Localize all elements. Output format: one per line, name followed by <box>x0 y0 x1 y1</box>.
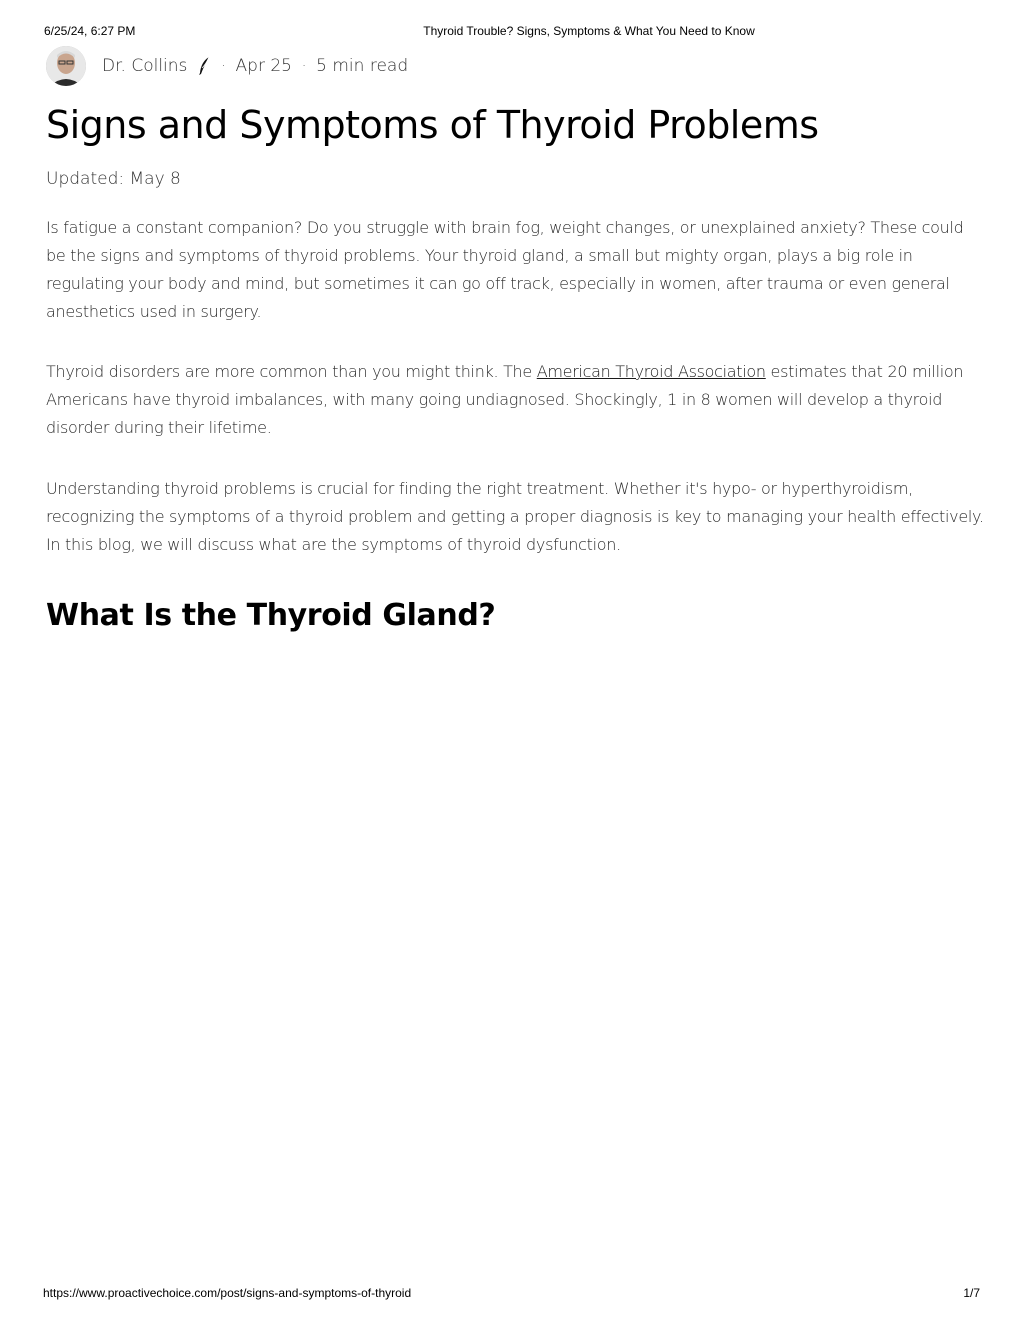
article-title: Signs and Symptoms of Thyroid Problems <box>46 103 819 147</box>
section-heading: What Is the Thyroid Gland? <box>46 598 496 633</box>
paragraph: Understanding thyroid problems is crucial for finding the right treatment. Whether it's hypo- or hyperthyroidism, recognizing the symptoms of a thyroid problem and getting a proper diagnosis is key to managing your health effectively. In this blog, we will discuss what are the symptoms of thyroid dysfunction. <box>46 479 984 554</box>
print-page-title: Thyroid Trouble? Signs, Symptoms & What You Need to Know <box>423 24 755 38</box>
paragraph-text: estimates that 20 million Americans have thyroid imbalances, with many going undiagnosed. Shockingly, 1 in 8 women will develop a thyroid disorder during their lifetime. <box>46 362 964 437</box>
american-thyroid-association-link[interactable]: American Thyroid Association <box>536 362 766 381</box>
avatar[interactable] <box>46 46 86 86</box>
print-page-number: 1/7 <box>963 1286 980 1300</box>
author-name[interactable]: Dr. Collins <box>102 56 188 76</box>
quill-icon <box>197 56 211 76</box>
publish-date: Apr 25 <box>235 56 292 76</box>
read-time: 5 min read <box>316 56 409 76</box>
print-datetime: 6/25/24, 6:27 PM <box>44 24 136 38</box>
updated-date: Updated: May 8 <box>46 169 181 189</box>
meta-separator: · <box>221 58 226 74</box>
print-header <box>0 24 1024 40</box>
print-url: https://www.proactivechoice.com/post/signs-and-symptoms-of-thyroid <box>43 1286 412 1300</box>
paragraph-text: Thyroid disorders are more common than you might think. The <box>46 362 537 381</box>
paragraph: Is fatigue a constant companion? Do you struggle with brain fog, weight changes, or unexplained anxiety? These could be the signs and symptoms of thyroid problems. Your thyroid gland, a small but mighty organ, plays a big role in regulating your body and mind, but sometimes it can go off track, especially in women, after trauma or even general anesthetics used in surgery. <box>46 218 964 321</box>
article-meta <box>46 46 408 86</box>
paragraph <box>46 358 986 442</box>
meta-separator: · <box>302 58 307 74</box>
